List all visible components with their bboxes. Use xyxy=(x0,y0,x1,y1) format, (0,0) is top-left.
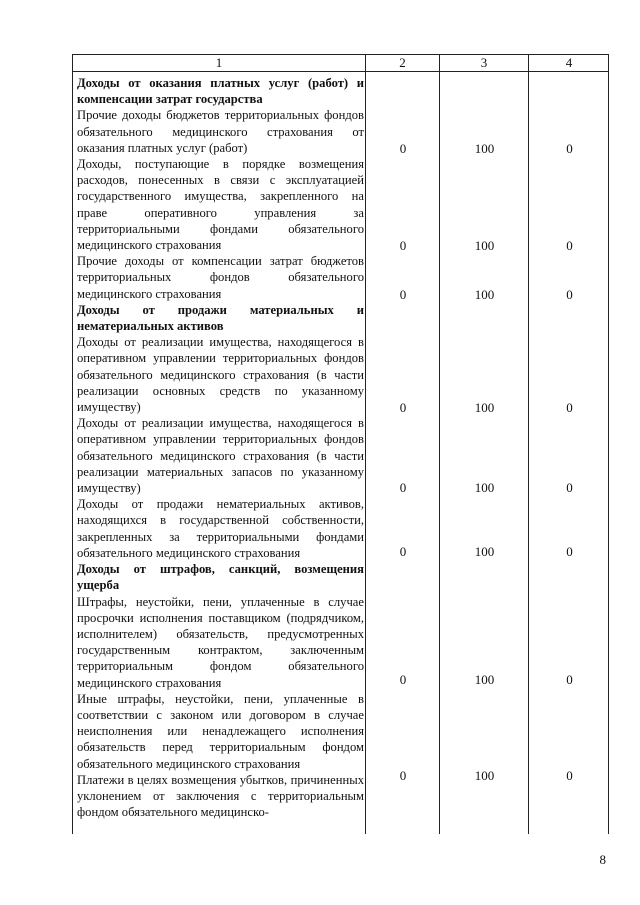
value-col-2: 0 xyxy=(399,238,407,253)
value-col-4: 0 xyxy=(566,141,573,156)
column-divider xyxy=(528,55,529,834)
value-col-3: 100 xyxy=(474,141,495,156)
header-col-1: 1 xyxy=(215,55,223,70)
value-col-4: 0 xyxy=(566,238,573,253)
row-description: Доходы от реализации имущества, находящегося в оперативном управлении территориальных фондов обязательного медицинского страхования (в части реализации материальных запасов по указанному имуществу) xyxy=(77,416,364,496)
section-title-services: Доходы от оказания платных услуг (работ) и компенсации затрат государства xyxy=(77,76,364,107)
value-col-2: 0 xyxy=(399,480,407,495)
value-col-3: 100 xyxy=(474,287,495,302)
value-col-4: 0 xyxy=(566,287,573,302)
row-description: Доходы, поступающие в порядке возмещения расходов, понесенных в связи с эксплуатацией государственного имущества, закрепленного на праве оперативного управления за территориальными фондами обязательного медицинского страхования xyxy=(77,157,364,253)
revenue-table xyxy=(72,54,609,834)
header-divider xyxy=(73,71,608,72)
value-col-3: 100 xyxy=(474,480,495,495)
value-col-4: 0 xyxy=(566,768,573,783)
row-description: Штрафы, неустойки, пени, уплаченные в случае просрочки исполнения поставщиком (подрядчиком, исполнителем) обязательств, предусмотренных государственным контрактом, заключенным территориальным фондом обязательного медицинского страхования xyxy=(77,594,364,690)
value-col-2: 0 xyxy=(399,544,407,559)
value-col-3: 100 xyxy=(474,238,495,253)
value-col-3: 100 xyxy=(474,768,495,783)
value-col-2: 0 xyxy=(399,768,407,783)
header-col-2: 2 xyxy=(399,55,406,70)
value-col-3: 100 xyxy=(474,544,495,559)
value-col-4: 0 xyxy=(566,400,573,415)
row-description: Платежи в целях возмещения убытков, причиненных уклонением от заключения с территориальным фондом обязательного медицинско- xyxy=(77,772,364,820)
row-description: Иные штрафы, неустойки, пени, уплаченные в соответствии с законом или договором в случае неисполнения или ненадлежащего исполнения обязательств перед территориальным фондом обязательного медицинского страхования xyxy=(77,691,364,771)
value-col-2: 0 xyxy=(399,141,407,156)
value-col-2: 0 xyxy=(399,287,407,302)
page-number: 8 xyxy=(599,852,606,867)
value-col-2: 0 xyxy=(399,400,407,415)
value-col-4: 0 xyxy=(566,480,573,495)
value-col-3: 100 xyxy=(474,400,495,415)
value-col-3: 100 xyxy=(474,672,495,687)
header-col-3: 3 xyxy=(480,55,488,70)
value-col-4: 0 xyxy=(566,544,573,559)
row-description: Прочие доходы бюджетов территориальных фондов обязательного медицинского страхования от оказания платных услуг (работ) xyxy=(77,108,364,155)
section-title-fines: Доходы от штрафов, санкций, возмещения ущерба xyxy=(77,562,364,593)
value-col-2: 0 xyxy=(399,672,407,687)
section-title-assets: Доходы от продажи материальных и нематериальных активов xyxy=(77,302,364,334)
header-col-4: 4 xyxy=(565,55,573,70)
column-divider xyxy=(365,55,366,834)
row-description: Прочие доходы от компенсации затрат бюджетов территориальных фондов обязательного медицинского страхования xyxy=(77,254,364,301)
value-col-4: 0 xyxy=(566,672,573,687)
row-description: Доходы от продажи нематериальных активов, находящихся в государственной собственности, закрепленных за территориальными фондами обязательного медицинского страхования xyxy=(77,497,364,560)
row-description: Доходы от реализации имущества, находящегося в оперативном управлении территориальных фондов обязательного медицинского страхования (в части реализации основных средств по указанному имуществу) xyxy=(77,335,364,415)
description-column xyxy=(77,75,364,820)
column-divider xyxy=(439,55,440,834)
